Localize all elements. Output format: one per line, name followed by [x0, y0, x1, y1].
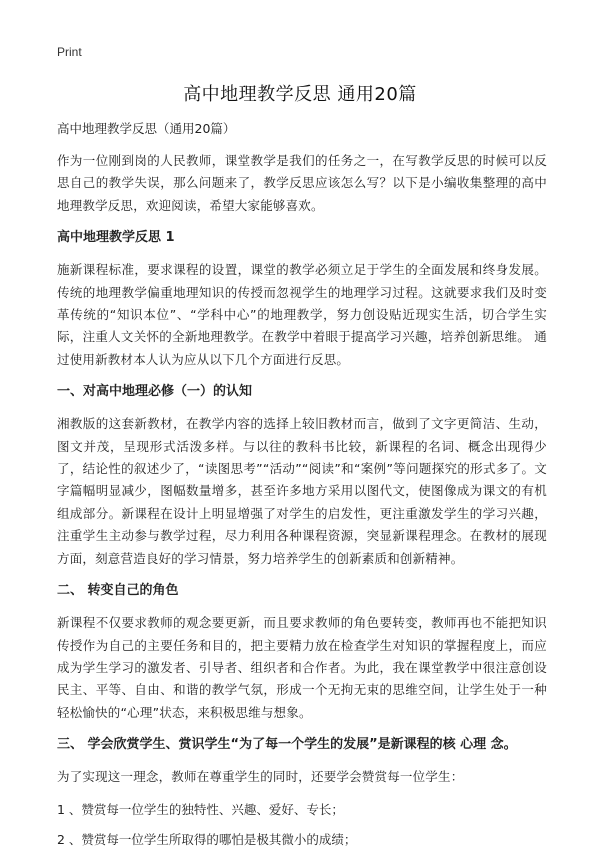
- section-paragraph-1: 施新课程标准，要求课程的设置，课堂的教学必须立足于学生的全面发展和终身发展。传统的地理教学偏重地理知识的传授而忽视学生的地理学习过程。这就要求我们及时变革传统的“知识本位”、“学科中心”的地理教学，努力创设贴近现实生活，切合学生实际，注重人文关怀的全新地理教学。在教学中着眼于提高学习兴趣，培养创新思维。 通过使用新教材本人认为应从以下几个方面进行反思。: [57, 262, 547, 367]
- list-item: 2 、赞赏每一位学生所取得的哪怕是极其微小的成绩；: [57, 831, 357, 847]
- section-heading-3: 二、 转变自己的角色: [57, 583, 179, 599]
- article-subtitle: 高中地理教学反思（通用20篇）: [57, 121, 236, 136]
- article-body: [57, 118, 547, 859]
- section-heading-4: 三、 学会欣赏学生、赏识学生“为了每一个学生的发展”是新课程的核 心理 念。: [57, 737, 517, 753]
- print-link[interactable]: Print: [57, 45, 82, 59]
- section-paragraph-3: 新课程不仅要求教师的观念要更新，而且要求教师的角色要转变，教师再也不能把知识传授作为自己的主要任务和目的，把主要精力放在检查学生对知识的掌握程度上，而应成为学生学习的激发者、引导者、组织者和合作者。为此，我在课堂教学中很注意创设民主、平等、自由、和谐的教学气氛，形成一个无拘无束的思维空间，让学生处于一种轻松愉快的“心理”状态，来积极思维与想象。: [57, 615, 547, 720]
- section-heading-1: 高中地理教学反思 1: [57, 230, 175, 246]
- page-title: 高中地理教学反思 通用20篇: [183, 84, 417, 105]
- section-paragraph-2: 湘教版的这套新教材，在教学内容的选择上较旧教材而言，做到了文字更简洁、生动，图文并茂，呈现形式活泼多样。与以往的教科书比较，新课程的名词、概念出现得少了，结论性的叙述少了，“读图思考”“活动”“阅读”和“案例”等问题探究的形式多了。文字篇幅明显减少，图幅数量增多，甚至许多地方采用以图代文，使图像成为课文的有机组成部分。新课程在设计上明显增强了对学生的启发性，更注重激发学生的学习兴趣，注重学生主动参与教学过程，尽力利用各种课程资源，突显新课程理念。在教材的展现方面，刻意营造良好的学习情景，努力培养学生的创新素质和创新精神。: [57, 416, 547, 566]
- list-item: 1 、赞赏每一位学生的独特性、兴趣、爱好、专长；: [57, 801, 344, 817]
- section-paragraph-4: 为了实现这一理念，教师在尊重学生的同时，还要学会赞赏每一位学生：: [57, 769, 464, 785]
- section-heading-2: 一、对高中地理必修（一）的认知: [57, 384, 253, 400]
- intro-paragraph: 作为一位刚到岗的人民教师，课堂教学是我们的任务之一，在写教学反思的时候可以反思自己的教学失误，那么问题来了，教学反思应该怎么写？以下是小编收集整理的高中地理教学反思，欢迎阅读，希望大家能够喜欢。: [57, 153, 547, 213]
